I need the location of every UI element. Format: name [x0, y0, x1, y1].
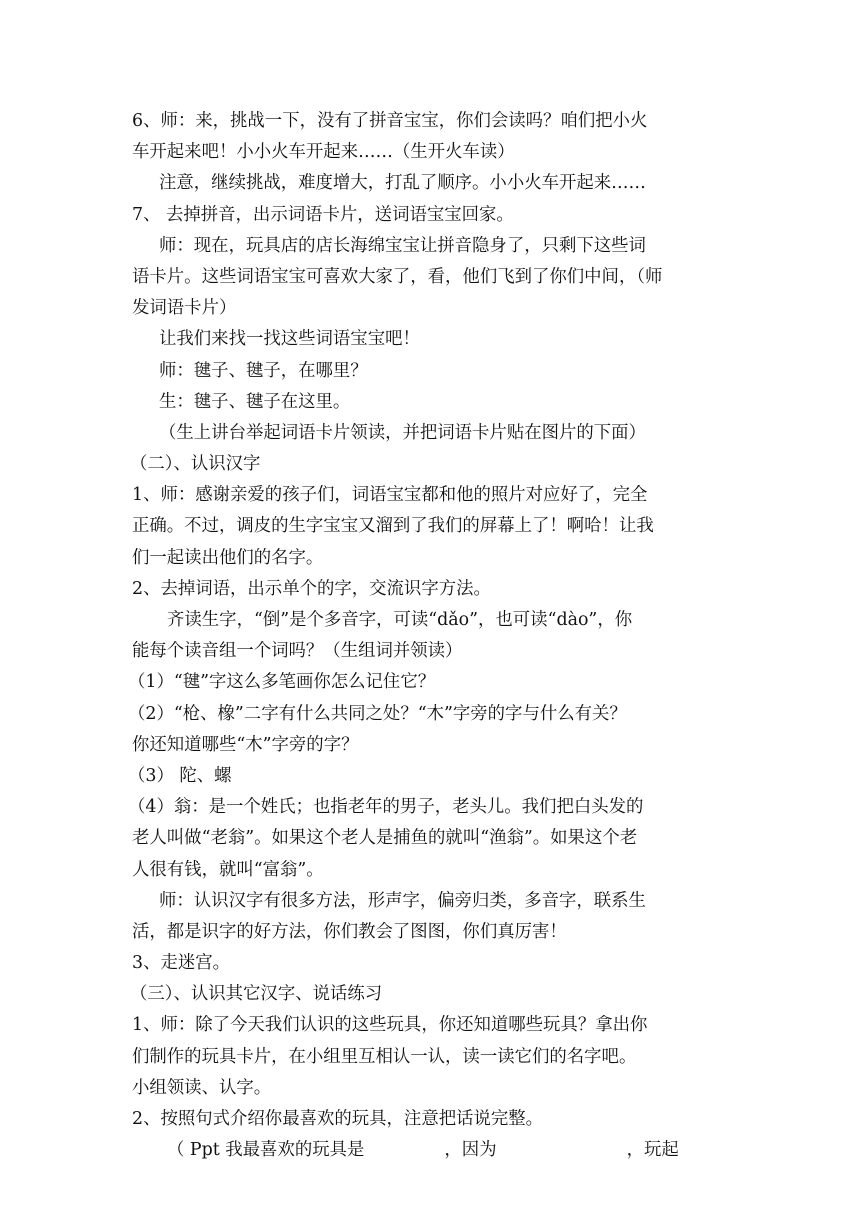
text-line: 2、按照句式介绍你最喜欢的玩具，注意把话说完整。: [132, 1109, 544, 1129]
text-line: 3、走迷宫。: [132, 953, 231, 974]
text-line: 语卡片。这些词语宝宝可喜欢大家了，看，他们飞到了你们中间，（师: [132, 266, 663, 287]
text-line: 1、师：感谢亲爱的孩子们，词语宝宝都和他的照片对应好了，完全: [132, 485, 648, 506]
text-line: 活，都是识字的好方法，你们教会了图图，你们真厉害！: [132, 921, 567, 942]
sentence-pattern-part3: ，玩起: [626, 1140, 679, 1161]
text-line: 小组领读、认字。: [132, 1077, 272, 1098]
text-line: 师：认识汉字有很多方法，形声字，偏旁归类，多音字，联系生: [159, 890, 646, 911]
text-line: 注意，继续挑战，难度增大，打乱了顺序。小小火车开起来……: [159, 173, 646, 194]
text-line: 师：毽子、毽子，在哪里？: [159, 360, 368, 381]
text-line: （4）翁：是一个姓氏；也指老年的男子，老头儿。我们把白头发的: [128, 797, 644, 818]
section-heading: （二）、认识汉字: [130, 454, 261, 475]
text-line: 们制作的玩具卡片，在小组里互相认一认，读一读它们的名字吧。: [132, 1046, 637, 1067]
text-line: 能每个读音组一个词吗？（生组词并领读）: [132, 641, 463, 662]
text-line: （生上讲台举起词语卡片领读，并把词语卡片贴在图片的下面）: [159, 422, 646, 443]
text-line: 发词语卡片）: [132, 298, 237, 319]
text-line: 1、师：除了今天我们认识的这些玩具，你还知道哪些玩具？拿出你: [132, 1015, 648, 1036]
text-line: 你还知道哪些“木”字旁的字？: [132, 734, 359, 755]
sentence-pattern-line: [132, 1135, 732, 1166]
document-page: [128, 106, 732, 1166]
text-line: （3） 陀、螺: [128, 765, 232, 786]
text-line: 让我们来找一找这些词语宝宝吧！: [159, 329, 420, 350]
text-line: 齐读生字，“倒”是个多音字，可读“dǎo”，也可读“dào”，你: [167, 610, 633, 630]
text-line: 们一起读出他们的名字。: [132, 547, 324, 568]
text-line: 6、师：来，挑战一下，没有了拼音宝宝，你们会读吗？咱们把小火: [132, 111, 648, 131]
section-heading: （三）、认识其它汉字、说话练习: [130, 984, 383, 1005]
text-line: 生：毽子、毽子在这里。: [159, 391, 351, 412]
text-line: 车开起来吧！小小火车开起来……（生开火车读）: [132, 142, 515, 163]
text-line: （1）“毽”字这么多笔画你怎么记住它？: [128, 672, 436, 693]
text-line: 老人叫做“老翁”。如果这个老人是捕鱼的就叫“渔翁”。如果这个老: [132, 828, 638, 849]
text-line: 师：现在，玩具店的店长海绵宝宝让拼音隐身了，只剩下这些词: [159, 235, 646, 256]
sentence-pattern-part1: （ Ppt 我最喜欢的玩具是: [167, 1140, 365, 1161]
sentence-pattern-part2: ，因为: [444, 1140, 497, 1161]
text-line: 正确。不过，调皮的生字宝宝又溜到了我们的屏幕上了！啊哈！让我: [132, 516, 654, 537]
text-line: 7、 去掉拼音，出示词语卡片，送词语宝宝回家。: [132, 204, 514, 225]
text-line: 2、去掉词语，出示单个的字，交流识字方法。: [132, 578, 491, 599]
text-line: 人很有钱，就叫“富翁”。: [132, 859, 324, 880]
text-line: （2）“枪、橡”二字有什么共同之处？“木”字旁的字与什么有关？: [128, 703, 627, 724]
